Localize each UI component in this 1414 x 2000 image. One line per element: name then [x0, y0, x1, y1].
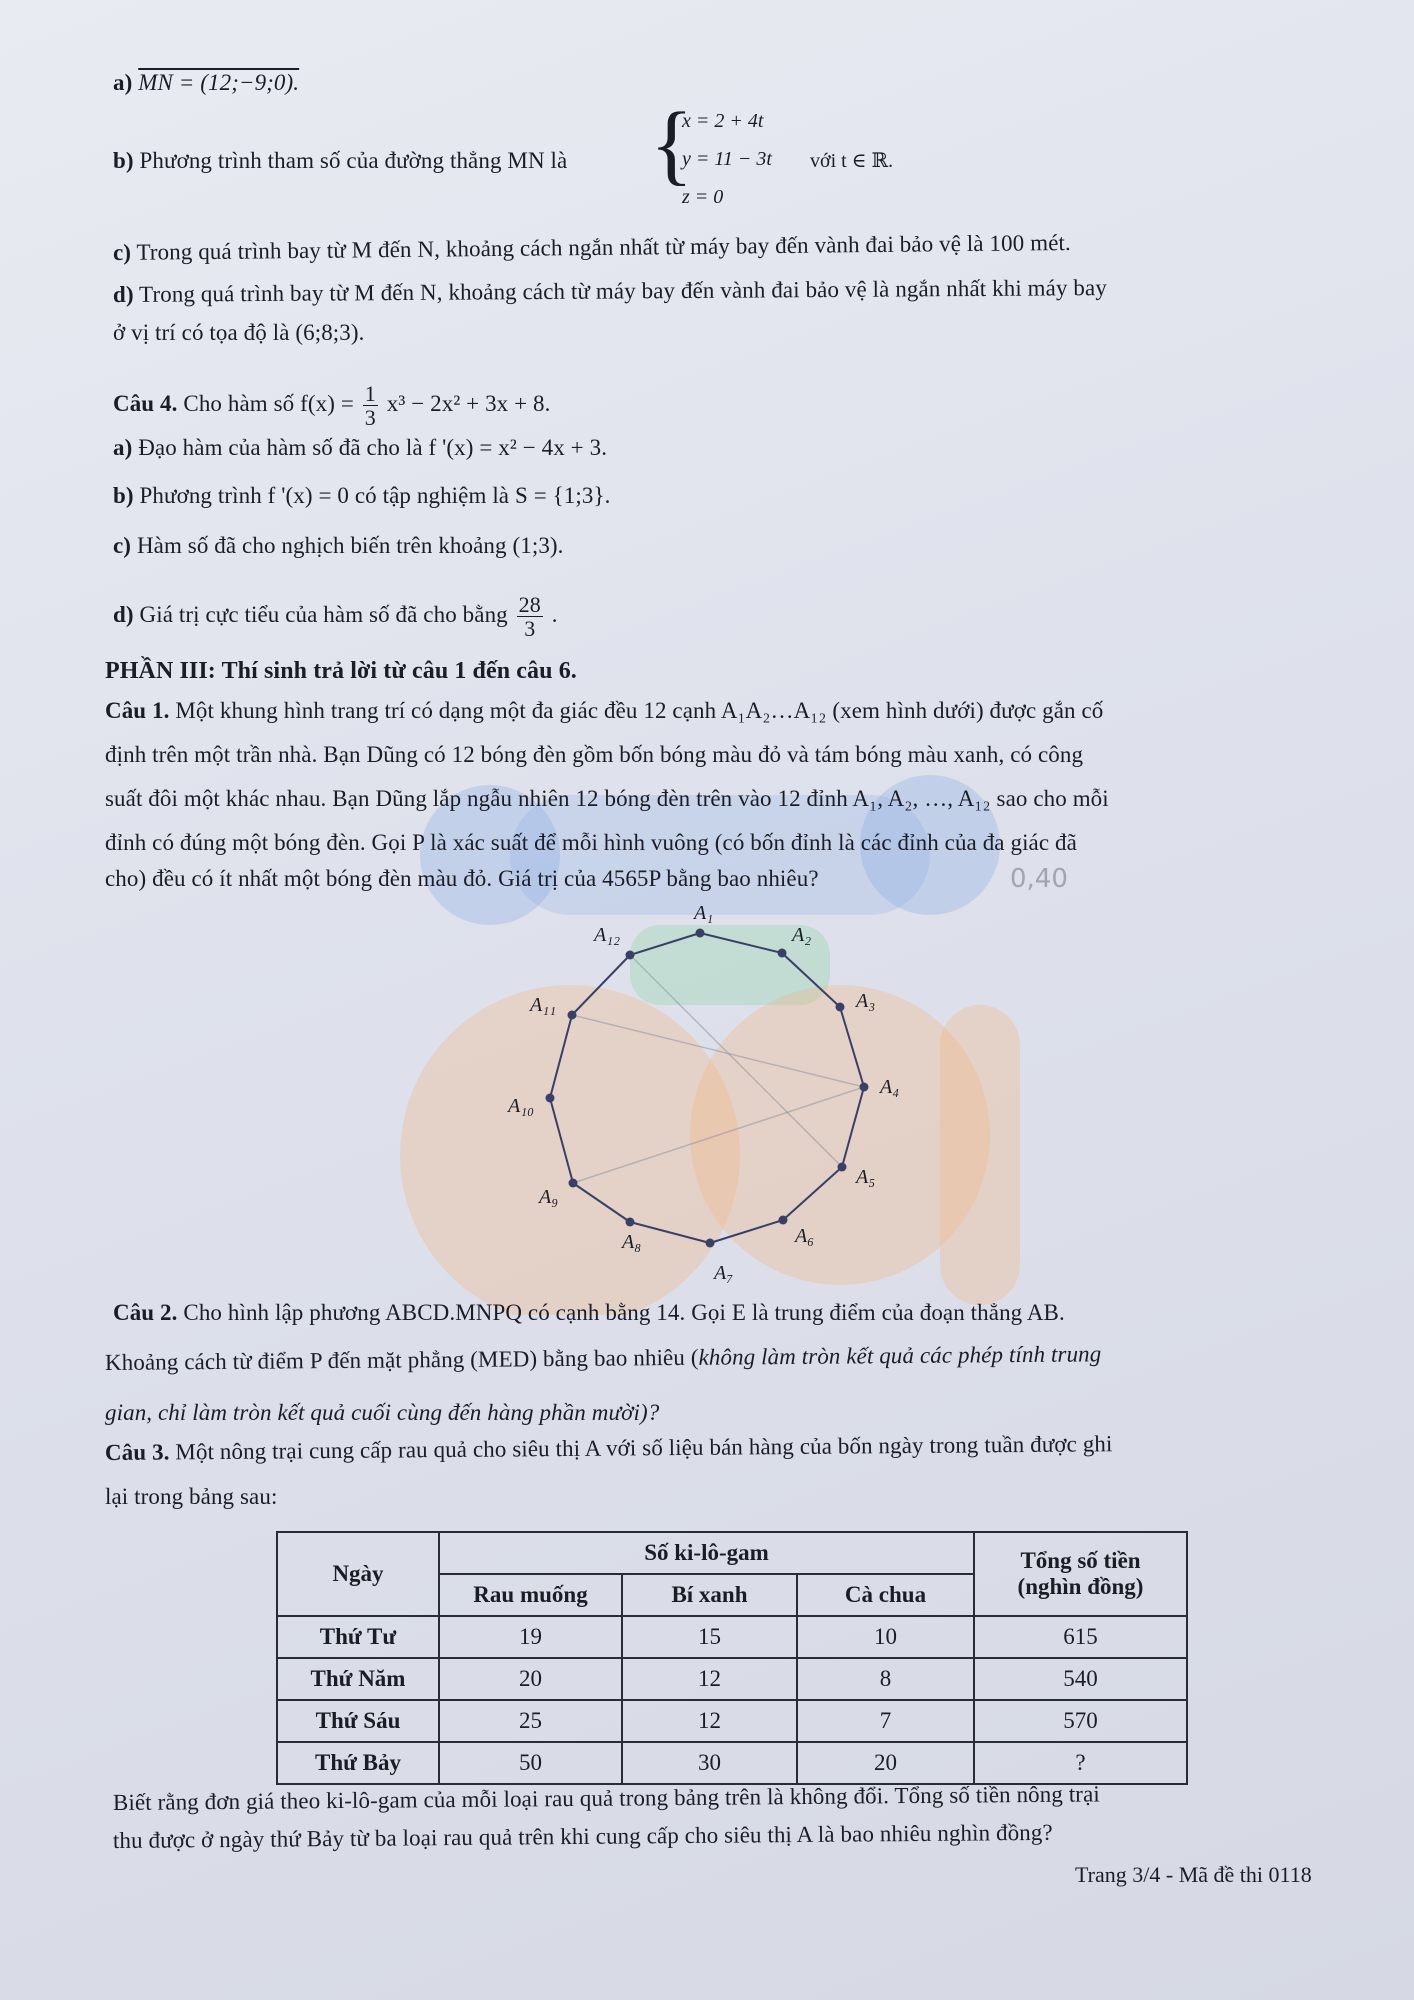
header-bi-xanh: Bí xanh — [622, 1574, 797, 1616]
p3-line-3: Biết rằng đơn giá theo ki-lô-gam của mỗi loại rau quả trong bảng trên là không đổi. Tổng số tiền nông trại — [112, 1781, 1100, 1815]
pencil-diagonal — [572, 1015, 864, 1087]
q3-c-text: Trong quá trình bay từ M đến N, khoảng cách ngắn nhất từ máy bay đến vành đai bảo vệ là 100 mét. — [136, 229, 1071, 265]
vertex-label: A₁₁ — [530, 994, 557, 1016]
header-day: Ngày — [277, 1532, 439, 1616]
q3-item-b: b) Phương trình tham số của đường thẳng MN là — [113, 148, 568, 173]
table-row: Thứ Bảy 50 30 20 ? — [277, 1742, 1187, 1784]
p2-line-1: Câu 2. Cho hình lập phương ABCD.MNPQ có cạnh bằng 14. Gọi E là trung điểm của đoạn thẳng AB. — [113, 1300, 1065, 1325]
vertex-point — [626, 1218, 635, 1227]
vertex-label: A₉ — [539, 1186, 559, 1208]
q4-item-b: b) Phương trình f '(x) = 0 có tập nghiệm là S = {1;3}. — [113, 483, 611, 508]
vertex-point — [860, 1083, 869, 1092]
polygon-edge — [842, 1087, 864, 1167]
polygon-edge — [783, 1167, 842, 1220]
p2-line-3: gian, chỉ làm tròn kết quả cuối cùng đến hàng phần mười)? — [105, 1400, 660, 1425]
table-row: Thứ Năm 20 12 8 540 — [277, 1658, 1187, 1700]
q3-b-text: Phương trình tham số của đường thẳng MN là — [139, 148, 568, 173]
vertex-label: A₄ — [880, 1076, 900, 1098]
system-tail: với t ∈ ℝ. — [810, 150, 894, 172]
table-row: Thứ Sáu 25 12 7 570 — [277, 1700, 1187, 1742]
vertex-label: A₁ — [694, 902, 714, 924]
polygon-edge — [630, 933, 700, 955]
p3-line-4: thu được ở ngày thứ Bảy từ ba loại rau quả trên khi cung cấp cho siêu thị A là bao nhiêu nghìn đồng? — [112, 1819, 1053, 1853]
q4-title: Câu 4. — [113, 390, 178, 416]
dodecagon-figure — [500, 895, 910, 1290]
polygon-edge — [710, 1220, 783, 1243]
vertex-label: A₂ — [792, 924, 812, 946]
q4-item-c: c) Hàm số đã cho nghịch biến trên khoảng (1;3). — [113, 533, 564, 558]
system-brace: { — [650, 95, 694, 194]
p1-line-1: Câu 1. Một khung hình trang trí có dạng một đa giác đều 12 cạnh A₁A₂…A₁₂ (xem hình dưới) được gắn cố — [105, 698, 1104, 723]
vertex-label: A₆ — [795, 1225, 815, 1247]
vertex-label: A₃ — [856, 990, 876, 1012]
vertex-label: A₇ — [714, 1262, 734, 1284]
p2-title: Câu 2. — [113, 1300, 178, 1325]
q3-item-d: d) Trong quá trình bay từ M đến N, khoảng cách từ máy bay đến vành đai bảo vệ là ngắn nhất khi máy bay — [112, 275, 1107, 307]
p1-line-4: đỉnh có đúng một bóng đèn. Gọi P là xác suất để mỗi hình vuông (có bốn đỉnh là các đỉnh của đa giác đã — [105, 830, 1077, 855]
pencil-diagonal — [630, 955, 842, 1167]
polygon-edge — [840, 1007, 864, 1087]
system-eq-3: z = 0 — [682, 186, 724, 208]
dodecagon-labels — [506, 902, 899, 1284]
header-total: Tổng số tiền (nghìn đồng) — [974, 1532, 1187, 1616]
vertex-point — [568, 1011, 577, 1020]
q4-stem: Câu 4. Cho hàm số f(x) = $\frac{1}{3}$ x³ − 2x² + 3x + 8. — [113, 381, 551, 431]
vertex-point — [696, 929, 705, 938]
vertex-point — [779, 1216, 788, 1225]
header-ca-chua: Cà chua — [797, 1574, 974, 1616]
q3-a-text: MN = (12;−9;0). — [138, 70, 300, 95]
page-footer: Trang 3/4 - Mã đề thi 0118 — [1075, 1862, 1312, 1887]
p3-line-2: lại trong bảng sau: — [105, 1484, 278, 1509]
vertex-point — [706, 1239, 715, 1248]
vertex-point — [838, 1163, 847, 1172]
vertex-point — [778, 949, 787, 958]
header-kg: Số ki-lô-gam — [439, 1532, 974, 1574]
vertex-label: A₁₂ — [594, 924, 621, 946]
vertex-point — [626, 951, 635, 960]
q3-item-c: c) Trong quá trình bay từ M đến N, khoảng cách ngắn nhất từ máy bay đến vành đai bảo vệ là 100 mét. — [112, 229, 1071, 265]
vertex-label: A₈ — [622, 1231, 642, 1253]
dodecagon-vertices — [546, 929, 869, 1248]
q4-item-a: a) Đạo hàm của hàm số đã cho là f '(x) = x² − 4x + 3. — [113, 435, 608, 460]
system-eq-2: y = 11 − 3t — [682, 148, 772, 170]
p1-title: Câu 1. — [105, 698, 170, 723]
pencil-diagonal — [573, 1087, 864, 1183]
p1-line-5: cho) đều có ít nhất một bóng đèn màu đỏ. Giá trị của 4565P bằng bao nhiêu? — [105, 866, 819, 891]
q3-item-a: a) MN = (12;−9;0). — [113, 70, 300, 95]
polygon-edge — [630, 1222, 710, 1243]
polygon-edge — [700, 933, 782, 953]
vertex-point — [546, 1094, 555, 1103]
q4-d-fraction: $\frac{28}{3}$ — [518, 592, 541, 642]
q4-fraction: $\frac{1}{3}$ — [364, 381, 376, 431]
vertex-label: A₅ — [856, 1166, 876, 1188]
q3-d-line-2: ở vị trí có tọa độ là (6;8;3). — [113, 320, 365, 345]
vertex-point — [569, 1179, 578, 1188]
p3-line-1: Câu 3. Một nông trại cung cấp rau quả cho siêu thị A với số liệu bán hàng của bốn ngày trong tuần được ghi — [104, 1431, 1113, 1465]
polygon-edge — [572, 955, 630, 1015]
p1-line-3: suất đôi một khác nhau. Bạn Dũng lắp ngẫu nhiên 12 bóng đèn trên vào 12 đỉnh A₁, A₂, …, A₁₂ sao cho mỗi — [105, 786, 1109, 811]
handwritten-answer: 0,40 — [1010, 864, 1068, 894]
system-eq-1: x = 2 + 4t — [682, 110, 764, 132]
polygon-edge — [550, 1098, 573, 1183]
q3-d-text-1: Trong quá trình bay từ M đến N, khoảng cách từ máy bay đến vành đai bảo vệ là ngắn nhất khi máy bay — [139, 275, 1107, 307]
p3-title: Câu 3. — [104, 1439, 170, 1465]
vertex-point — [836, 1003, 845, 1012]
p2-line-2: Khoảng cách từ điểm P đến mặt phẳng (MED) bằng bao nhiêu (không làm tròn kết quả các phép tính trung — [104, 1341, 1102, 1375]
part3-heading: PHẦN III: Thí sinh trả lời từ câu 1 đến câu 6. — [105, 658, 577, 684]
polygon-edge — [782, 953, 840, 1007]
polygon-edge — [573, 1183, 630, 1222]
polygon-edge — [550, 1015, 572, 1098]
table-row: Thứ Tư 19 15 10 615 — [277, 1616, 1187, 1658]
vertex-label: A₁₀ — [508, 1095, 535, 1117]
q4-item-d: d) Giá trị cực tiểu của hàm số đã cho bằng $\frac{28}{3}$ . — [113, 592, 558, 642]
p1-line-2: định trên một trần nhà. Bạn Dũng có 12 bóng đèn gồm bốn bóng màu đỏ và tám bóng màu xanh, có công — [105, 742, 1084, 767]
header-rau-muong: Rau muống — [439, 1574, 622, 1616]
dodecagon-edges — [550, 933, 864, 1243]
sales-table — [276, 1531, 1188, 1785]
